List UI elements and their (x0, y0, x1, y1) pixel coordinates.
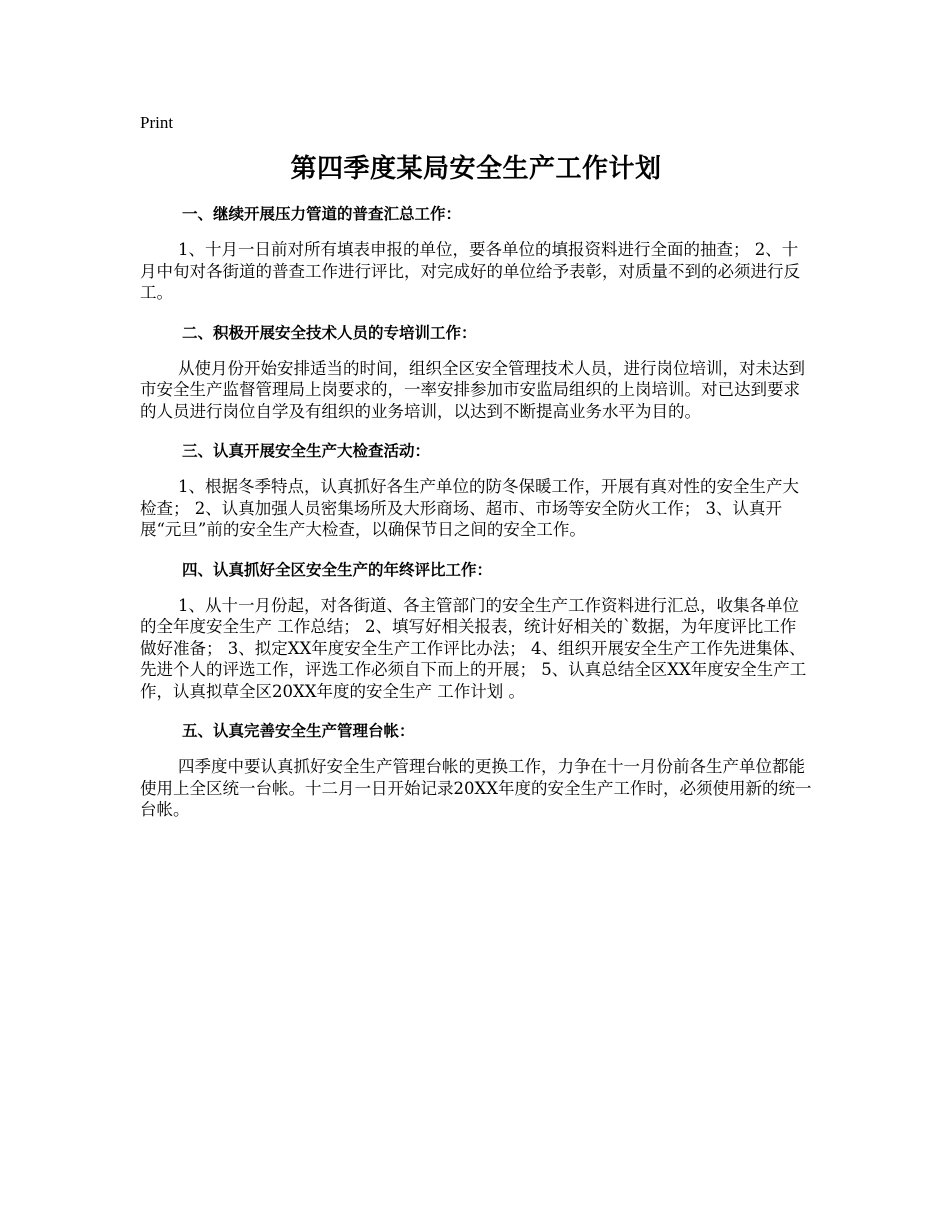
section-1 (140, 203, 812, 304)
document-title: 第四季度某局安全生产工作计划 (290, 154, 662, 184)
section-2 (140, 322, 812, 423)
section-4 (140, 559, 812, 703)
section-body: 1、十月一日前对所有填表申报的单位，要各单位的填报资料进行全面的抽查； 2、十月中旬对各街道的普查工作进行评比，对完成好的单位给予表彰，对质量不到的必须进行反工。 (140, 240, 800, 302)
section-heading: 一、继续开展压力管道的普查汇总工作： (182, 205, 462, 223)
section-body: 从使月份开始安排适当的时间，组织全区安全管理技术人员，进行岗位培训，对未达到市安全生产监督管理局上岗要求的，一率安排参加市安监局组织的上岗培训。对已达到要求的人员进行岗位自学及有组织的业务培训，以达到不断提高业务水平为目的。 (140, 358, 805, 421)
section-body: 四季度中要认真抓好安全生产管理台帐的更换工作，力争在十一月份前各生产单位都能使用上全区统一台帐。十二月一日开始记录20XX年度的安全生产工作时，必须使用新的统一台帐。 (140, 757, 812, 819)
section-heading: 二、积极开展安全技术人员的专培训工作： (182, 323, 477, 342)
section-heading: 五、认真完善安全生产管理台帐： (182, 722, 415, 740)
section-3 (140, 440, 812, 541)
section-heading: 三、认真开展安全生产大检查活动： (182, 442, 431, 460)
section-body: 1、根据冬季特点，认真抓好各生产单位的防冬保暖工作，开展有真对性的安全生产大检查； 2、认真加强人员密集场所及大形商场、超市、市场等安全防火工作； 3、认真开展“元旦”前的安全生产大检查，以确保节日之间的安全工作。 (140, 477, 799, 539)
document-page (140, 113, 812, 839)
section-body: 1、从十一月份起，对各街道、各主管部门的安全生产工作资料进行汇总，收集各单位的全年度安全生产 工作总结； 2、填写好相关报表，统计好相关的`数据，为年度评比工作做好准备； 3、拟定XX年度安全生产工作评比办法； 4、组织开展安全生产工作先进集体、先进个人的评选工作，评选工作必须自下而上的开展； 5、认真总结全区XX年度安全生产工作，认真拟草全区20XX年度的安全生产 工作计划 。 (140, 595, 807, 701)
section-5 (140, 720, 812, 821)
print-label: Print (140, 113, 174, 132)
section-heading: 四、认真抓好全区安全生产的年终评比工作： (182, 560, 493, 579)
